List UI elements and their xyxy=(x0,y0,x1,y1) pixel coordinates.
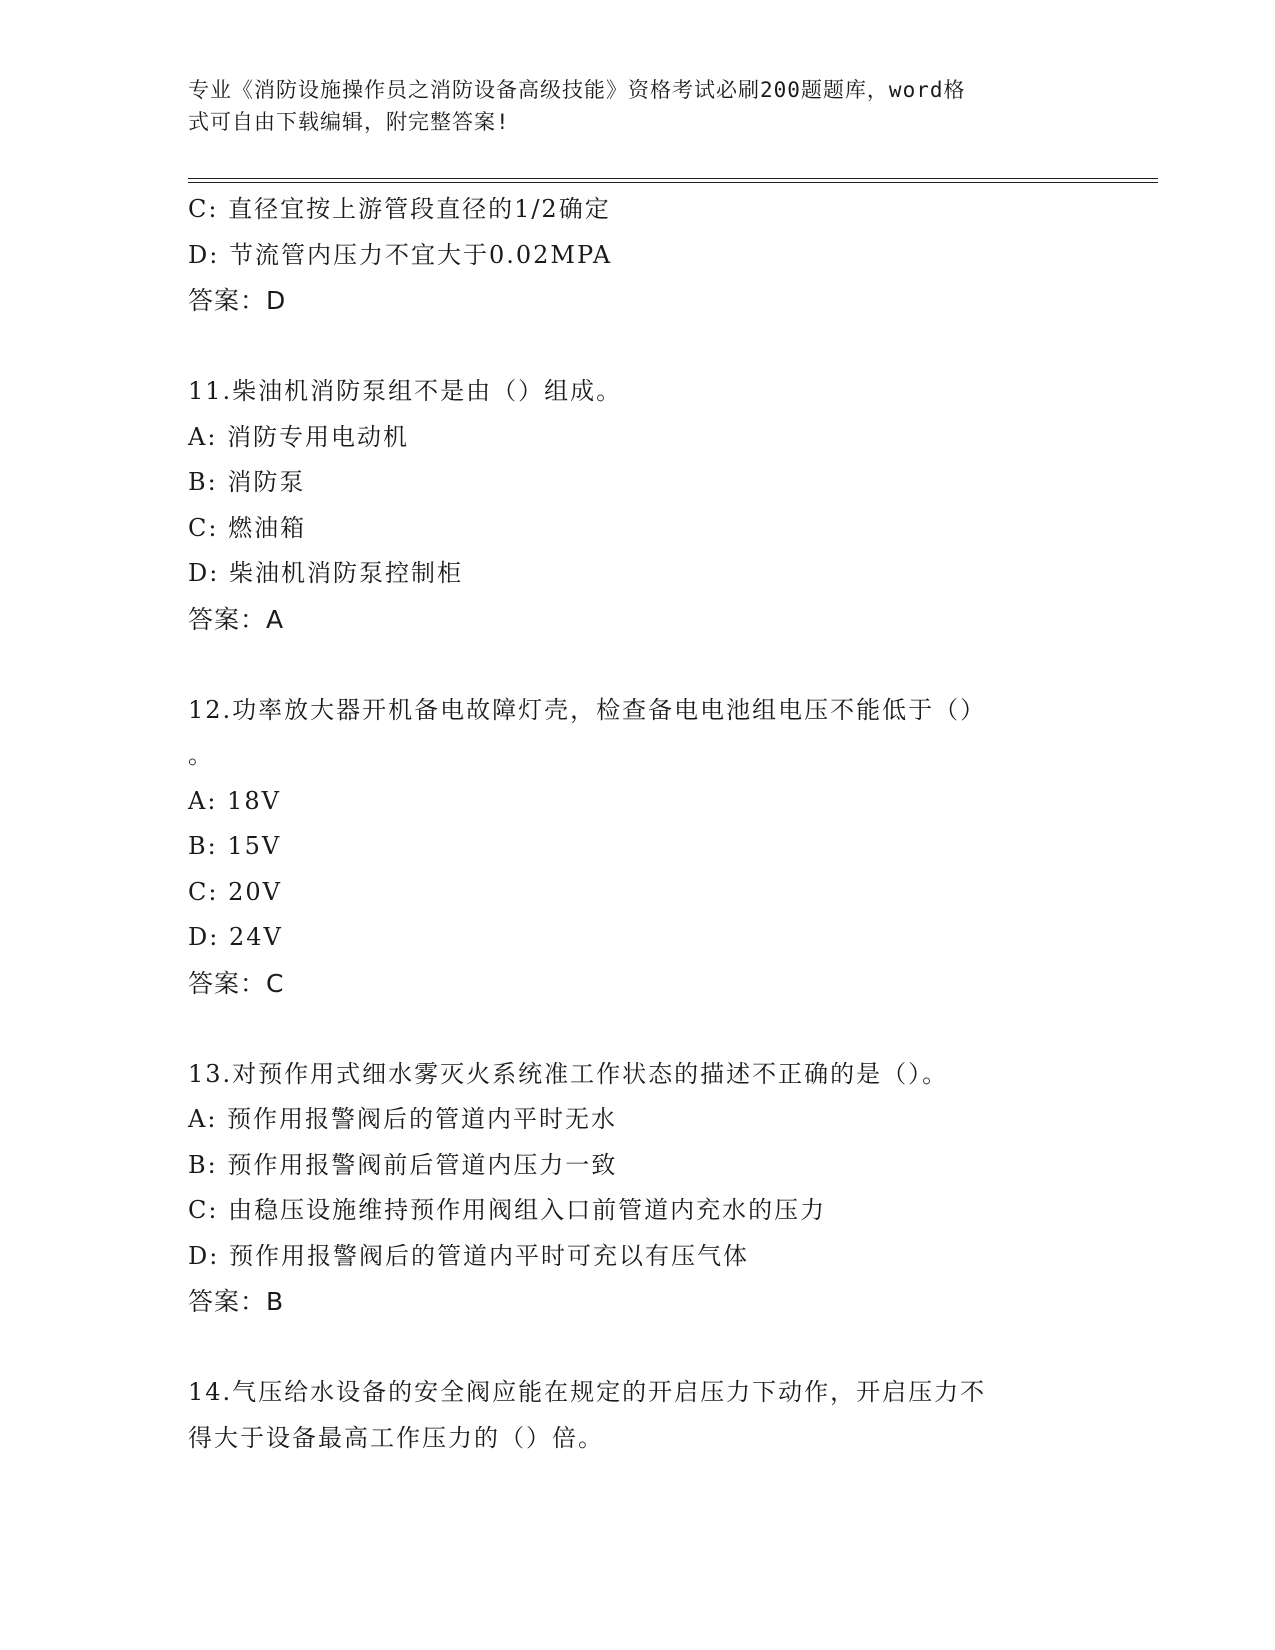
question-stem: 12.功率放大器开机备电故障灯壳，检查备电电池组电压不能低于（） xyxy=(188,695,987,724)
option-c: C: 由稳压设施维持预作用阀组入口前管道内充水的压力 xyxy=(188,1196,827,1224)
header-divider xyxy=(188,178,1158,183)
option-d: D: 节流管内压力不宜大于0.02MPA xyxy=(188,240,613,269)
option-c: C: 燃油箱 xyxy=(188,513,307,542)
question-list xyxy=(188,187,1088,1461)
option-c: C: 20V xyxy=(188,877,282,906)
header-line-2: 式可自由下载编辑，附完整答案! xyxy=(188,110,510,134)
option-a: A: 18V xyxy=(188,786,281,815)
option-c: C: 直径宜按上游管段直径的1/2确定 xyxy=(188,195,611,223)
question-stem: 14.气压给水设备的安全阀应能在规定的开启压力下动作，开启压力不 xyxy=(188,1378,987,1406)
answer: 答案：C xyxy=(188,968,285,998)
option-d: D: 预作用报警阀后的管道内平时可充以有压气体 xyxy=(188,1241,749,1270)
question-stem-continued: 得大于设备最高工作压力的（）倍。 xyxy=(188,1423,604,1452)
question-stem-continued: 。 xyxy=(188,741,214,769)
option-b: B: 消防泵 xyxy=(188,468,306,496)
option-b: B: 15V xyxy=(188,832,282,860)
option-a: A: 消防专用电动机 xyxy=(188,422,410,451)
header-line-1: 专业《消防设施操作员之消防设备高级技能》资格考试必刷200题题库，word格 xyxy=(188,78,966,102)
option-b: B: 预作用报警阀前后管道内压力一致 xyxy=(188,1150,618,1179)
option-d: D: 24V xyxy=(188,923,283,951)
question-stem: 11.柴油机消防泵组不是由（）组成。 xyxy=(188,377,623,405)
question-10 xyxy=(188,187,1088,324)
option-a: A: 预作用报警阀后的管道内平时无水 xyxy=(188,1105,618,1133)
question-stem: 13.对预作用式细水雾灭火系统准工作状态的描述不正确的是（）。 xyxy=(188,1059,949,1088)
document-header xyxy=(188,74,1068,138)
question-11 xyxy=(188,369,1088,642)
question-13 xyxy=(188,1052,1088,1325)
answer: 答案：B xyxy=(188,1287,285,1316)
question-12 xyxy=(188,688,1088,1007)
answer: 答案：D xyxy=(188,286,287,315)
answer: 答案：A xyxy=(188,604,285,634)
question-14 xyxy=(188,1370,1088,1461)
option-d: D: 柴油机消防泵控制柜 xyxy=(188,559,463,587)
